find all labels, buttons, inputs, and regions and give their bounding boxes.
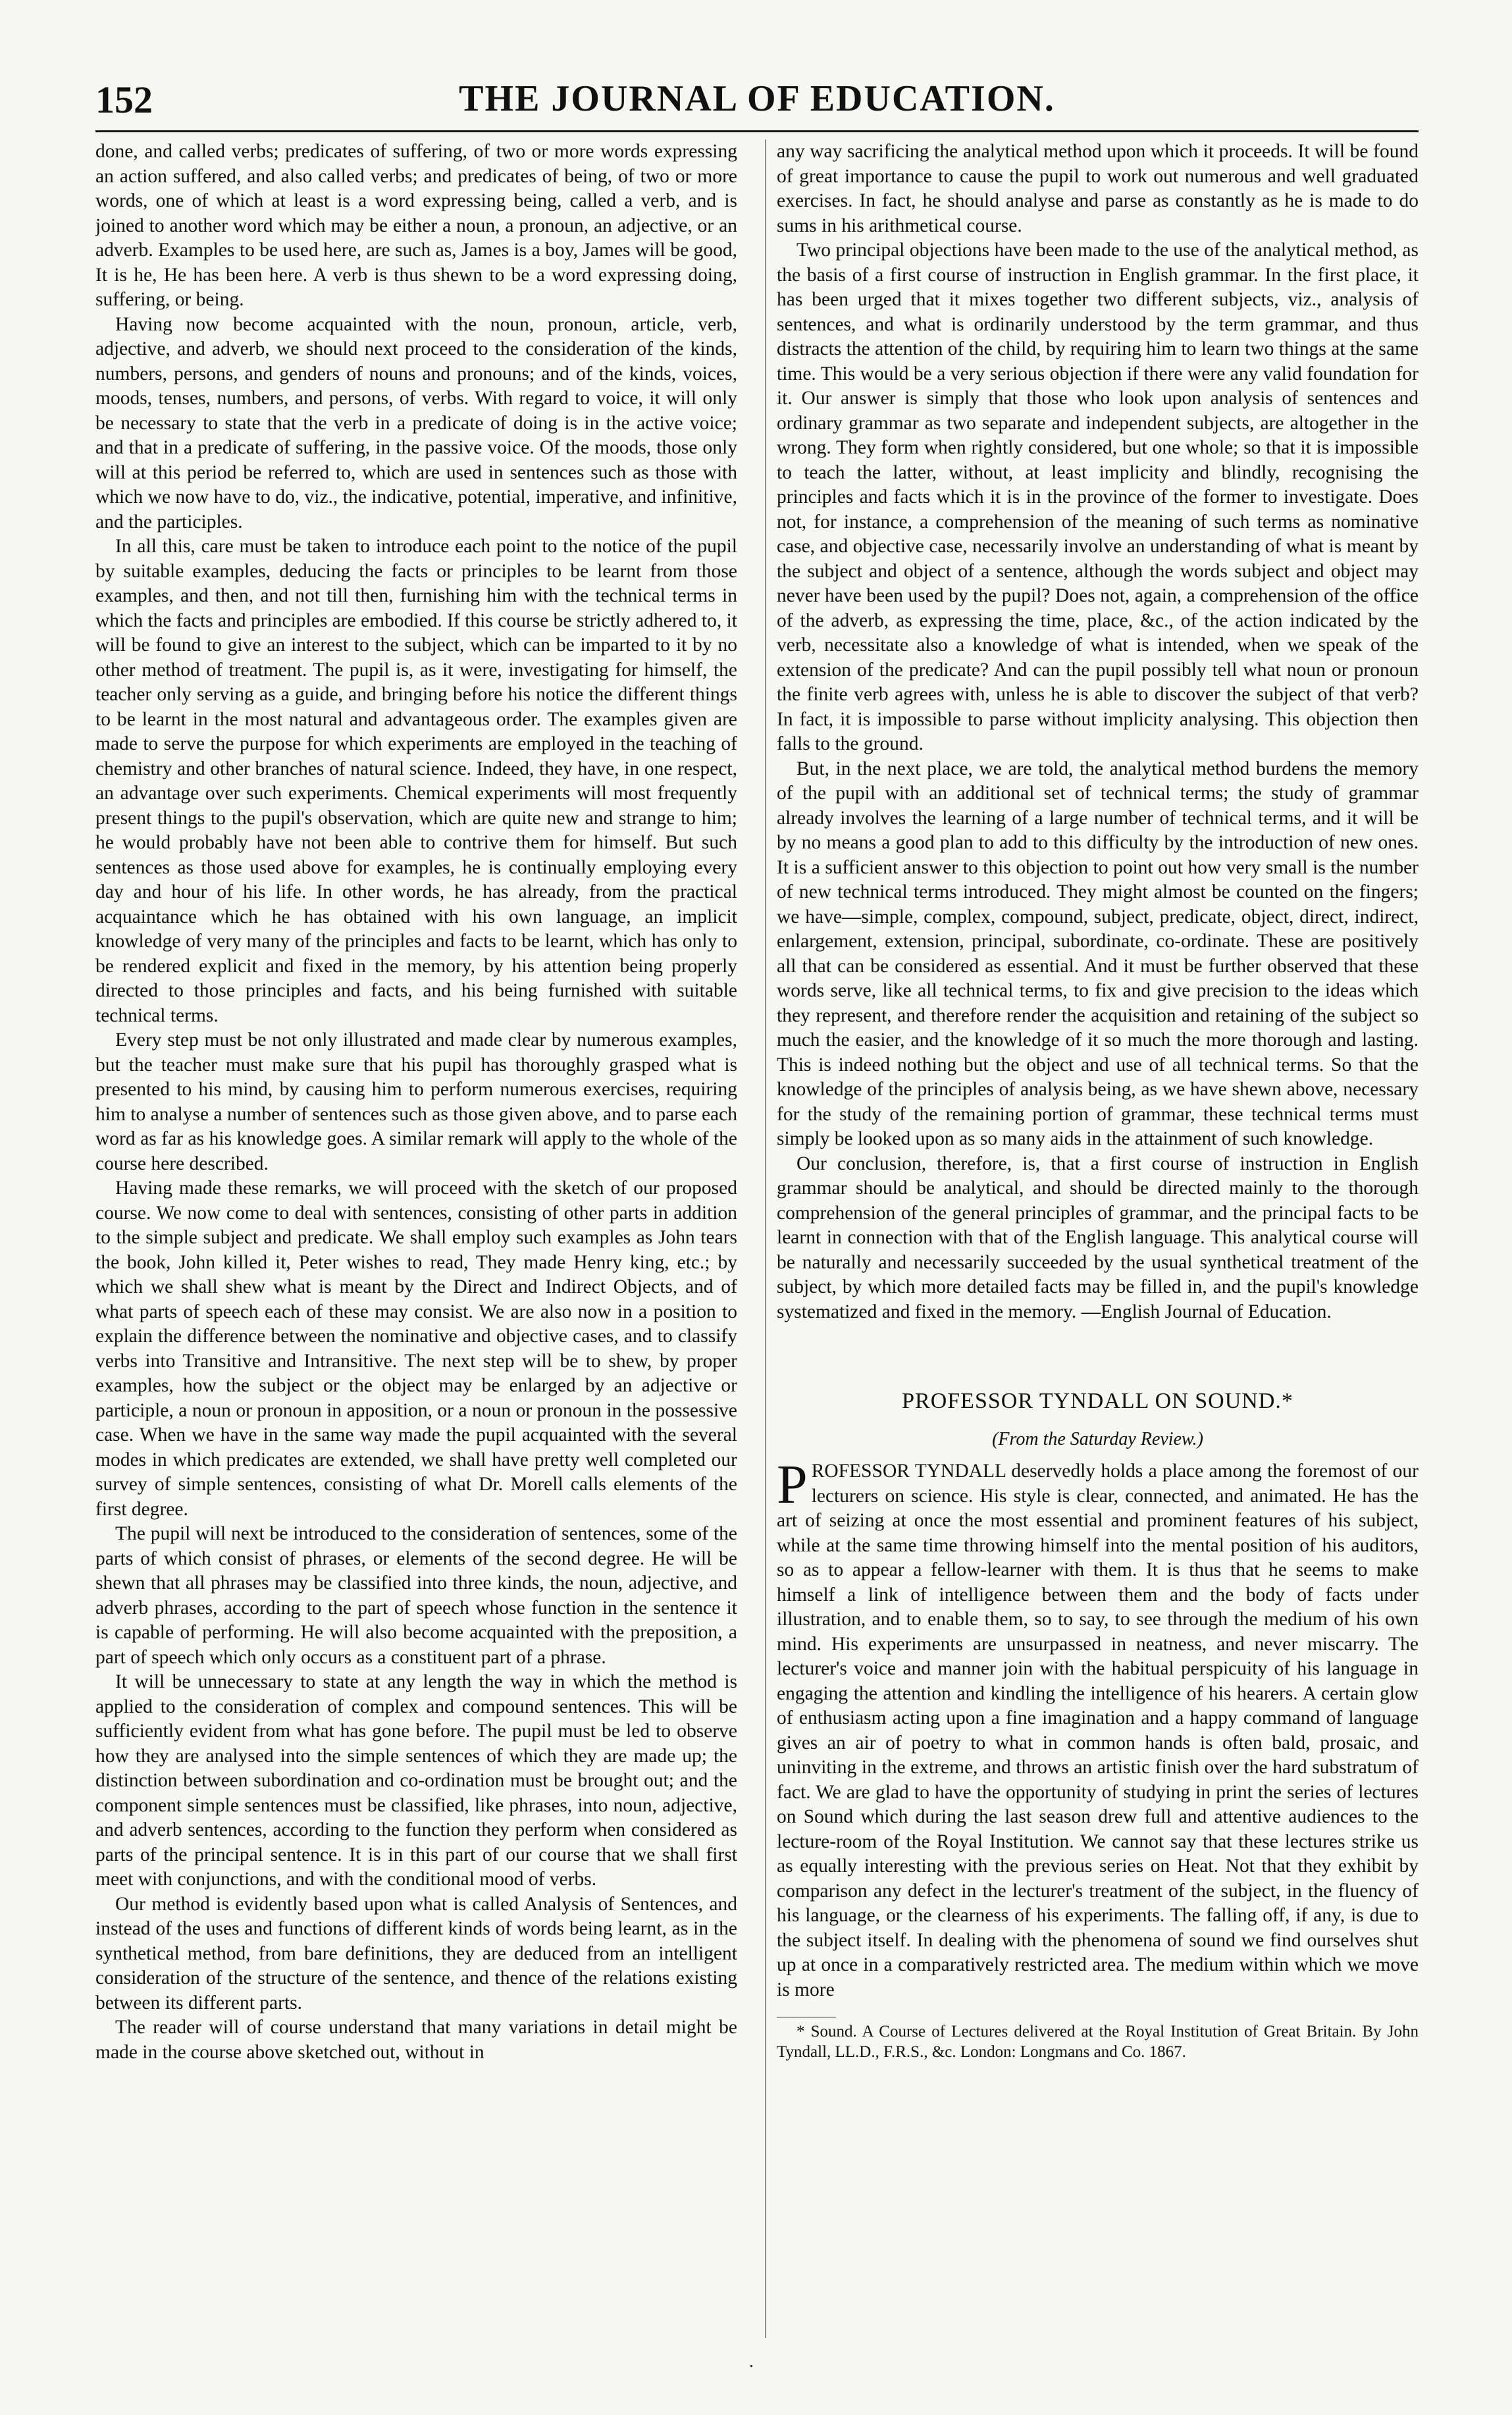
paragraph: Two principal objections have been made to the use of the analytical method, as the basis of a first course of instruction in English grammar. In the first place, it has been urged that it mixes together two different subjects, viz., analysis of sentences, and what is ordinarily understood by the term grammar, and thus distracts the attention of the child, by requiring him to learn two things at the same time. This would be a very serious objection if there were any valid foundation for it. Our answer is simply that those who look upon analysis of sentences and ordinary grammar as two separate and independent subjects, are altogether in the wrong. They form when rightly considered, but one whole; so that it is impossible to teach the latter, without, at least implicity and blindly, recognising the principles and facts which it is in the province of the former to investigate. Does not, for instance, a comprehension of the meaning of such terms as nominative case, and objective case, necessarily involve an understanding of what is meant by the subject and object of a sentence, although the words subject and object may never have been used by the pupil? Does not, again, a comprehension of the office of the adverb, as expressing the time, place, &c., of the action indicated by the verb, necessitate also a knowledge of what is intended, when we speak of the extension of the predicate? And can the pupil possibly tell what noun or pronoun the finite verb agrees with, unless he is able to discover the subject of that verb? In fact, it is impossible to parse without implicity analysing. This objection then falls to the ground.	[777, 240, 1419, 754]
paragraph: Having made these remarks, we will proceed with the sketch of our proposed course. We now come to deal with sentences, consisting of other parts in addition to the simple subject and predicate. We shall employ such examples as John tears the book, John killed it, Peter wishes to read, They made Henry king, etc.; by which we shall shew what is meant by the Direct and Indirect Objects, and of what parts of speech each of these may consist. We are also now in a position to explain the difference between the nominative and objective cases, and to classify verbs into Transitive and Intransitive. The next step will be to shew, by proper examples, how the subject or the object may be enlarged by an adjective or participle, a noun or pronoun in apposition, or a noun or pronoun in the possessive case. When we have in the same way made the pupil acquainted with the several modes in which predicates are extended, we shall have pretty well completed our survey of simple sentences, consisting of what Dr. Morell calls elements of the first degree.	[95, 1178, 737, 1520]
page-number: 152	[95, 78, 153, 121]
paragraph: any way sacrificing the analytical method upon which it proceeds. It will be found of great importance to cause the pupil to work out numerous and well graduated exercises. In fact, he should analyse and parse as constantly as he is made to do sums in his arithmetical course.	[777, 141, 1419, 236]
right-column	[777, 140, 1419, 2351]
article-body-text: ROFESSOR TYNDALL deservedly holds a place among the foremost of our lecturers on science. His style is clear, connected, and animated. He has the art of seizing at once the most essential and prominent features of his subject, while at the same time throwing himself into the mental position of his auditors, so as to appear a fellow-learner with them. It is thus that he seems to make himself a link of intelligence between them and the body of facts under illustration, and to enable them, so to say, to see through the medium of his own mind. His experiments are unsurpassed in neatness, and never miscarry. The lecturer's voice and manner join with the habitual perspicuity of his language in engaging the attention and kindling the intelligence of his hearers. A certain glow of enthusiasm acting upon a fine imagination and a happy command of language gives an air of poetry to what in common hands is often bald, prosaic, and uninviting in the extreme, and throws an artistic finish over the hard substratum of fact. We are glad to have the opportunity of studying in print the series of lectures on Sound which during the last season drew full and attentive audiences to the lecture-room of the Royal Institution. We cannot say that these lectures strike us as equally interesting with the previous series on Heat. Not that they exhibit by comparison any defect in the lecturer's treatment of the subject, in the fluency of his language, or the clearness of his experiments. The falling off, if any, is due to the subject itself. In dealing with the phenomena of sound we find ourselves shut up at once in a comparatively restricted area. The medium within which we move is more	[777, 1461, 1419, 2000]
paragraph: Our method is evidently based upon what is called Analysis of Sentences, and instead of the uses and functions of different kinds of words being learnt, as in the synthetical method, from bare definitions, they are deduced from an intelligent consideration of the structure of the sentence, and thence of the relations existing between its different parts.	[95, 1893, 737, 2013]
paragraph: Having now become acquainted with the noun, pronoun, article, verb, adjective, and adverb, we should next proceed to the consideration of the kinds, numbers, persons, and genders of nouns and pronouns; and of the kinds, voices, moods, tenses, numbers, and persons, of verbs. With regard to voice, it will only be necessary to state that the verb in a predicate of doing is in the active voice; and that in a predicate of suffering, in the passive voice. Of the moods, those only will at this period be referred to, which are used in sentences such as those with which we now have to do, viz., the indicative, potential, imperative, and infinitive, and the participles.	[95, 313, 737, 532]
paragraph: The pupil will next be introduced to the consideration of sentences, some of the parts of which consist of phrases, or elements of the second degree. He will be shewn that all phrases may be classified into three kinds, the noun, adjective, and adverb phrases, according to the part of speech whose function in the sentence it is capable of performing. He will also become acquainted with the preposition, a part of speech which only occurs as a constituent part of a phrase.	[95, 1523, 737, 1668]
paragraph: The reader will of course understand that many variations in detail might be made in the course above sketched out, without in	[95, 2017, 737, 2063]
paragraph: But, in the next place, we are told, the analytical method burdens the memory of the pupil with an additional set of technical terms; the study of grammar already involves the learning of a large number of technical terms, and it will be by no means a good plan to add to this difficulty by the introduction of new ones. It is a sufficient answer to this objection to point out how very small is the number of new technical terms introduced. They might almost be counted on the fingers; we have—simple, complex, compound, subject, predicate, object, direct, indirect, enlargement, extension, principal, subordinate, co-ordinate. These are positively all that can be considered as essential. And it must be further observed that these words serve, like all technical terms, to fix and give precision to the ideas which they represent, and therefore render the acquisition and retaining of the subject so much the easier, and the knowledge of it so much the more thorough and lasting. This is indeed nothing but the object and use of all technical terms. So that the knowledge of the principles of analysis being, as we have shewn above, necessary for the study of the remaining portion of grammar, these technical terms must simply be looked upon as so many aids in the attainment of such knowledge.	[777, 758, 1419, 1149]
article-source: (From the Saturday Review.)	[992, 1428, 1203, 1449]
footnote: * Sound. A Course of Lectures delivered at the Royal Institution of Great Britain. By John Tyndall, LL.D., F.R.S., &c. London: Longmans and Co. 1867.	[777, 2023, 1419, 2061]
column-divider	[765, 140, 766, 2338]
paragraph: Every step must be not only illustrated and made clear by numerous examples, but the teacher must make sure that his pupil has thoroughly grasped what is presented to his mind, by causing him to perform numerous exercises, requiring him to analyse a number of sentences such as those given above, and to parse each word as far as his knowledge goes. A similar remark will apply to the whole of the course here described.	[95, 1029, 737, 1174]
drop-cap: P	[777, 1454, 808, 1515]
header-rule	[95, 130, 1419, 132]
paragraph: done, and called verbs; predicates of suffering, of two or more words expressing an action suffered, and also called verbs; and predicates of being, of two or more words, one of which at least is a word expressing being, called a verb, and is joined to another word which may be either a noun, a pronoun, an adjective, or an adverb. Examples to be used here, are such as, James is a boy, James will be good, It is he, He has been here. A verb is thus shewn to be a word expressing doing, suffering, or being.	[95, 141, 737, 310]
footer-mark: .	[749, 2351, 754, 2372]
article-title: PROFESSOR TYNDALL ON SOUND.*	[902, 1389, 1293, 1413]
article-body	[777, 1454, 1419, 2002]
paragraph: In all this, care must be taken to introduce each point to the notice of the pupil by suitable examples, deducing the facts or principles to be learnt from those examples, and then, and not till then, furnishing him with the technical terms in which the facts and principles are embodied. If this course be strictly adhered to, it will be found to give an interest to the subject, which can be imparted to it by no other method of treatment. The pupil is, as it were, investigating for himself, the teacher only serving as a guide, and bringing before his notice the different things to be learnt in the most natural and advantageous order. The examples given are made to serve the purpose for which experiments are employed in the teaching of chemistry and other branches of natural science. Indeed, they have, in one respect, an advantage over such experiments. Chemical experiments will most frequently present things to the pupil's observation, which are quite new and strange to him; he would probably have not been able to contrive them for himself. But such sentences as those used above for examples, he is continually employing every day and hour of his life. In other words, he has already, from the practical acquaintance which he has obtained with his own language, an implicit knowledge of very many of the principles and facts to be learnt, which has only to be rendered explicit and fixed in the memory, by his attention being properly directed to those principles and facts, and his being furnished with suitable technical terms.	[95, 536, 737, 1026]
paragraph: It will be unnecessary to state at any length the way in which the method is applied to the consideration of complex and compound sentences. This will be sufficiently evident from what has gone before. The pupil must be led to observe how they are analysed into the simple sentences of which they are made up; the distinction between subordination and co-ordination must be brought out; and the component simple sentences must be classified, like phrases, into noun, adjective, and adverb sentences, according to the function they perform when considered as parts of the principal sentence. It is in this part of our course that we shall first meet with conjunctions, and with the conditional mood of verbs.	[95, 1671, 737, 1890]
paragraph: Our conclusion, therefore, is, that a first course of instruction in English grammar should be analytical, and should be directed mainly to the thorough comprehension of the general principles of grammar, and the principal facts to be learnt in connection with that of the English language. This analytical course will be naturally and necessarily succeeded by the usual synthetical treatment of the subject, by which more detailed facts may be filled in, and the pupil's knowledge systematized and fixed in the memory. —English Journal of Education.	[777, 1153, 1419, 1322]
left-column	[95, 140, 737, 2351]
running-title: THE JOURNAL OF EDUCATION.	[459, 78, 1055, 119]
page-header	[95, 78, 1419, 137]
